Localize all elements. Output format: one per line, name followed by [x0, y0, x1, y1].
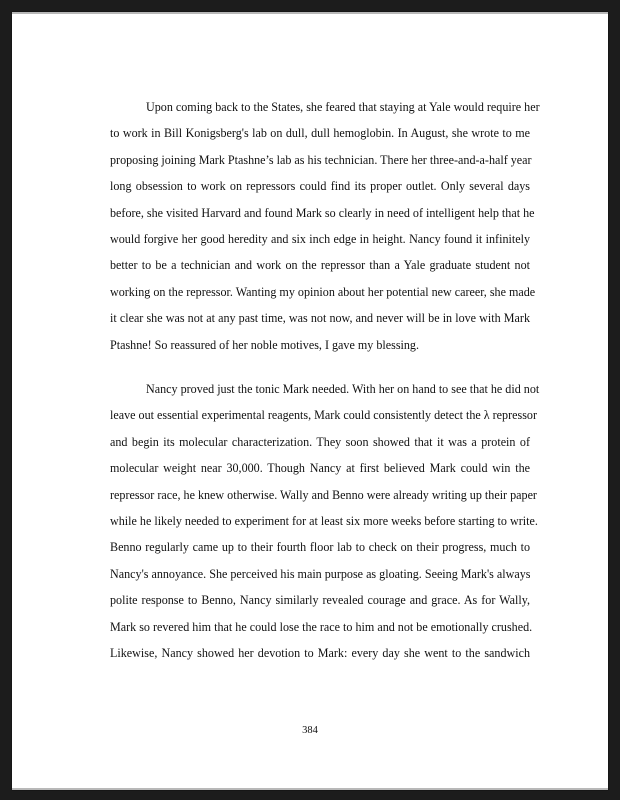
text-line: and begin its molecular characterization. They soon showed that it was a protein of — [110, 435, 530, 449]
text-line: Benno regularly came up to their fourth floor lab to check on their progress, much to — [110, 540, 530, 554]
text-line: Nancy proved just the tonic Mark needed. With her on hand to see that he did not — [146, 382, 540, 396]
text-line: to work in Bill Konigsberg's lab on dull, dull hemoglobin. In August, she wrote to me — [110, 126, 530, 140]
text-line: Upon coming back to the States, she feared that staying at Yale would require her — [146, 100, 540, 114]
text-line: proposing joining Mark Ptashne’s lab as his technician. There her three-and-a-half year — [110, 153, 532, 167]
text-line: it clear she was not at any past time, was not now, and never will be in love with Mark — [110, 311, 530, 325]
page-number: 384 — [302, 725, 318, 736]
text-line: while he likely needed to experiment for at least six more weeks before starting to write. — [110, 514, 538, 528]
text-line: polite response to Benno, Nancy similarly revealed courage and grace. As for Wally, — [110, 593, 530, 607]
text-line: Mark so revered him that he could lose the race to him and not be emotionally crushed. — [110, 620, 533, 634]
text-line: would forgive her good heredity and six inch edge in height. Nancy found it infinitely — [110, 232, 530, 246]
text-line: Nancy's annoyance. She perceived his main purpose as gloating. Seeing Mark's always — [110, 567, 531, 581]
text-line: Ptashne! So reassured of her noble motives, I gave my blessing. — [110, 338, 419, 352]
text-line: before, she visited Harvard and found Mark so clearly in need of intelligent help that he — [110, 206, 535, 220]
text-line: leave out essential experimental reagents, Mark could consistently detect the λ repressor — [110, 408, 537, 422]
text-line: Likewise, Nancy showed her devotion to Mark: every day she went to the sandwich — [110, 646, 530, 660]
text-line: repressor race, he knew otherwise. Wally and Benno were already writing up their paper — [110, 488, 537, 502]
text-line: molecular weight near 30,000. Though Nancy at first believed Mark could win the — [110, 461, 530, 475]
text-line: long obsession to work on repressors could find its proper outlet. Only several days — [110, 179, 530, 193]
text-line: better to be a technician and work on the repressor than a Yale graduate student not — [110, 258, 530, 272]
document-page — [12, 12, 608, 790]
text-line: working on the repressor. Wanting my opinion about her potential new career, she made — [110, 285, 536, 299]
